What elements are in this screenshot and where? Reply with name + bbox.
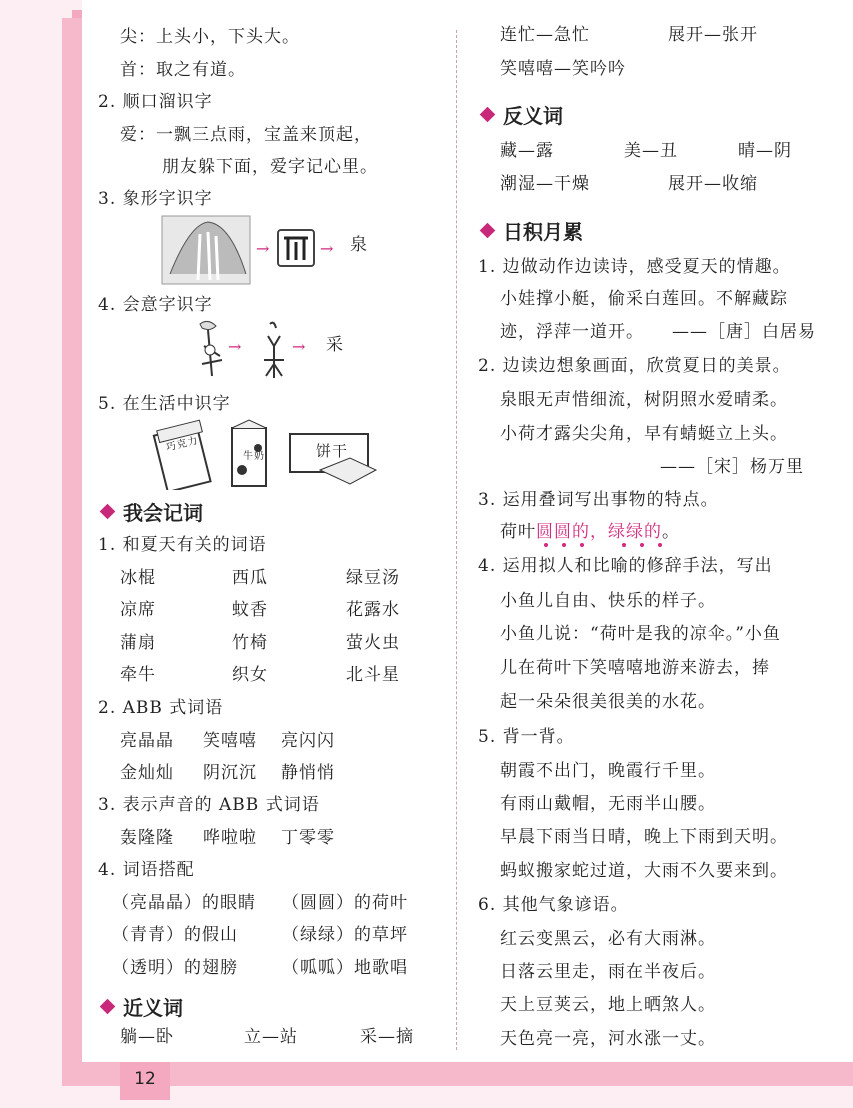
word: 蒲扇 — [120, 633, 156, 653]
text-line: 尖：上头小，下头大。 — [120, 27, 300, 47]
subheading: 4. 词语搭配 — [98, 860, 195, 880]
item-label-milk: 牛奶 — [243, 451, 265, 462]
text-line: 3. 运用叠词写出事物的特点。 — [478, 490, 719, 510]
text-line: 天上豆荚云，地上晒煞人。 — [500, 995, 716, 1015]
word-match: （呱呱）地歌唱 — [282, 958, 408, 978]
text-line: 爱：一飘三点雨，宝盖来顶起， — [120, 125, 372, 145]
subheading: 3. 象形字识字 — [98, 189, 213, 209]
diamond-icon — [100, 504, 116, 520]
word: 哗啦啦 — [203, 828, 257, 848]
word: 亮晶晶 — [120, 731, 174, 751]
column-divider — [456, 30, 457, 1050]
word: 牵牛 — [120, 665, 156, 685]
diamond-icon — [100, 999, 116, 1015]
word-match: （亮晶晶）的眼睛 — [112, 893, 256, 913]
word: 蚊香 — [232, 600, 268, 620]
diamond-icon — [480, 107, 496, 123]
word-pair: 展开—张开 — [668, 25, 758, 45]
subheading: 2. 顺口溜识字 — [98, 92, 213, 112]
word: 阴沉沉 — [203, 763, 257, 783]
word-pair: 潮湿—干燥 — [500, 174, 590, 194]
text-line: 日落云里走，雨在半夜后。 — [500, 962, 716, 982]
text-line: 早晨下雨当日晴，晚上下雨到天明。 — [500, 827, 788, 847]
word: 绿豆汤 — [346, 568, 400, 588]
section-heading — [482, 100, 563, 129]
pick-pictograph-illustration — [190, 316, 340, 386]
word-pair: 连忙—急忙 — [500, 25, 590, 45]
subheading: 5. 在生活中识字 — [98, 394, 231, 414]
section-heading — [102, 497, 203, 526]
word-pair: 美—丑 — [624, 141, 678, 161]
text-line: 2. 边读边想象画面，欣赏夏日的美景。 — [478, 356, 791, 376]
section-title: 反义词 — [503, 104, 563, 128]
subheading: 3. 表示声音的 ABB 式词语 — [98, 795, 320, 815]
subheading: 4. 会意字识字 — [98, 295, 213, 315]
item-label-biscuit: 饼干 — [316, 442, 349, 460]
word: 织女 — [232, 665, 268, 685]
word-pair: 立—站 — [244, 1027, 298, 1047]
word: 笑嘻嘻 — [203, 731, 257, 751]
text-line: 泉眼无声惜细流，树阴照水爱晴柔。 — [500, 390, 788, 410]
word: 轰隆隆 — [120, 828, 174, 848]
text-line: 朋友躲下面，爱字记心里。 — [162, 157, 378, 177]
word-match: （青青）的假山 — [112, 925, 238, 945]
word-pair: 藏—露 — [500, 141, 554, 161]
text-line: 蚂蚁搬家蛇过道，大雨不久要来到。 — [500, 861, 788, 881]
word: 亮闪闪 — [281, 731, 335, 751]
text-line: 朝霞不出门，晚霞行千里。 — [500, 761, 716, 781]
attribution: ——［唐］白居易 — [672, 322, 816, 342]
text-line: 迹，浮萍一道开。 — [500, 322, 644, 342]
word: 花露水 — [346, 600, 400, 620]
section-heading — [102, 992, 183, 1021]
word: 丁零零 — [281, 828, 335, 848]
word-match: （透明）的翅膀 — [112, 958, 238, 978]
spring-pictograph-illustration — [160, 214, 380, 286]
text-line: 小鱼儿自由、快乐的样子。 — [500, 591, 716, 611]
subheading: 1. 和夏天有关的词语 — [98, 535, 267, 555]
text-line: 6. 其他气象谚语。 — [478, 895, 629, 915]
text-line: 儿在荷叶下笑嘻嘻地游来游去，捧 — [500, 658, 770, 678]
text-line: 首：取之有道。 — [120, 60, 246, 80]
text-plain: 荷叶 — [500, 522, 536, 542]
word-match: （圆圆）的荷叶 — [282, 893, 408, 913]
character-result: 采 — [326, 335, 344, 355]
text-line: 小娃撑小艇，偷采白莲回。不解藏踪 — [500, 289, 788, 309]
svg-text:→: → — [320, 239, 334, 258]
word-pair: 晴—阴 — [738, 141, 792, 161]
word: 竹椅 — [232, 633, 268, 653]
section-title: 近义词 — [123, 996, 183, 1020]
word: 萤火虫 — [346, 633, 400, 653]
svg-text:→: → — [292, 337, 306, 356]
word: 西瓜 — [232, 568, 268, 588]
highlighted-phrase: 圆圆的，绿绿的 — [536, 522, 662, 542]
page-number: 12 — [134, 1069, 156, 1089]
word: 凉席 — [120, 600, 156, 620]
text-line: 天色亮一亮，河水涨一丈。 — [500, 1029, 716, 1049]
section-title: 日积月累 — [503, 220, 583, 244]
word: 静悄悄 — [281, 763, 335, 783]
word-pair: 展开—收缩 — [668, 174, 758, 194]
section-heading — [482, 216, 583, 245]
text-line: 5. 背一背。 — [478, 727, 575, 747]
text-line: 有雨山戴帽，无雨半山腰。 — [500, 794, 716, 814]
word-pair: 躺—卧 — [120, 1027, 174, 1047]
subheading: 2. ABB 式词语 — [98, 698, 224, 718]
word-pair: 笑嘻嘻—笑吟吟 — [500, 59, 626, 79]
text-line: 小荷才露尖尖角，早有蜻蜓立上头。 — [500, 424, 788, 444]
text-line: 红云变黑云，必有大雨淋。 — [500, 929, 716, 949]
emphasis-dots — [540, 543, 680, 551]
diamond-icon — [480, 223, 496, 239]
svg-text:→: → — [256, 239, 270, 258]
text-line: 起一朵朵很美很美的水花。 — [500, 692, 716, 712]
character-result: 泉 — [350, 235, 368, 255]
word-pair: 采—摘 — [360, 1027, 414, 1047]
word: 金灿灿 — [120, 763, 174, 783]
attribution: ——［宋］杨万里 — [660, 457, 804, 477]
text-line — [500, 521, 680, 543]
text-plain: 。 — [662, 522, 680, 542]
word-match: （绿绿）的草坪 — [282, 925, 408, 945]
word: 北斗星 — [346, 665, 400, 685]
text-line: 4. 运用拟人和比喻的修辞手法，写出 — [478, 556, 773, 576]
text-line: 1. 边做动作边读诗，感受夏天的情趣。 — [478, 257, 791, 277]
text-line: 小鱼儿说：“荷叶是我的凉伞。”小鱼 — [500, 624, 781, 644]
section-title: 我会记词 — [123, 501, 203, 525]
word: 冰棍 — [120, 568, 156, 588]
item-label-chocolate: 巧克力 — [165, 435, 200, 454]
svg-text:→: → — [228, 337, 242, 356]
